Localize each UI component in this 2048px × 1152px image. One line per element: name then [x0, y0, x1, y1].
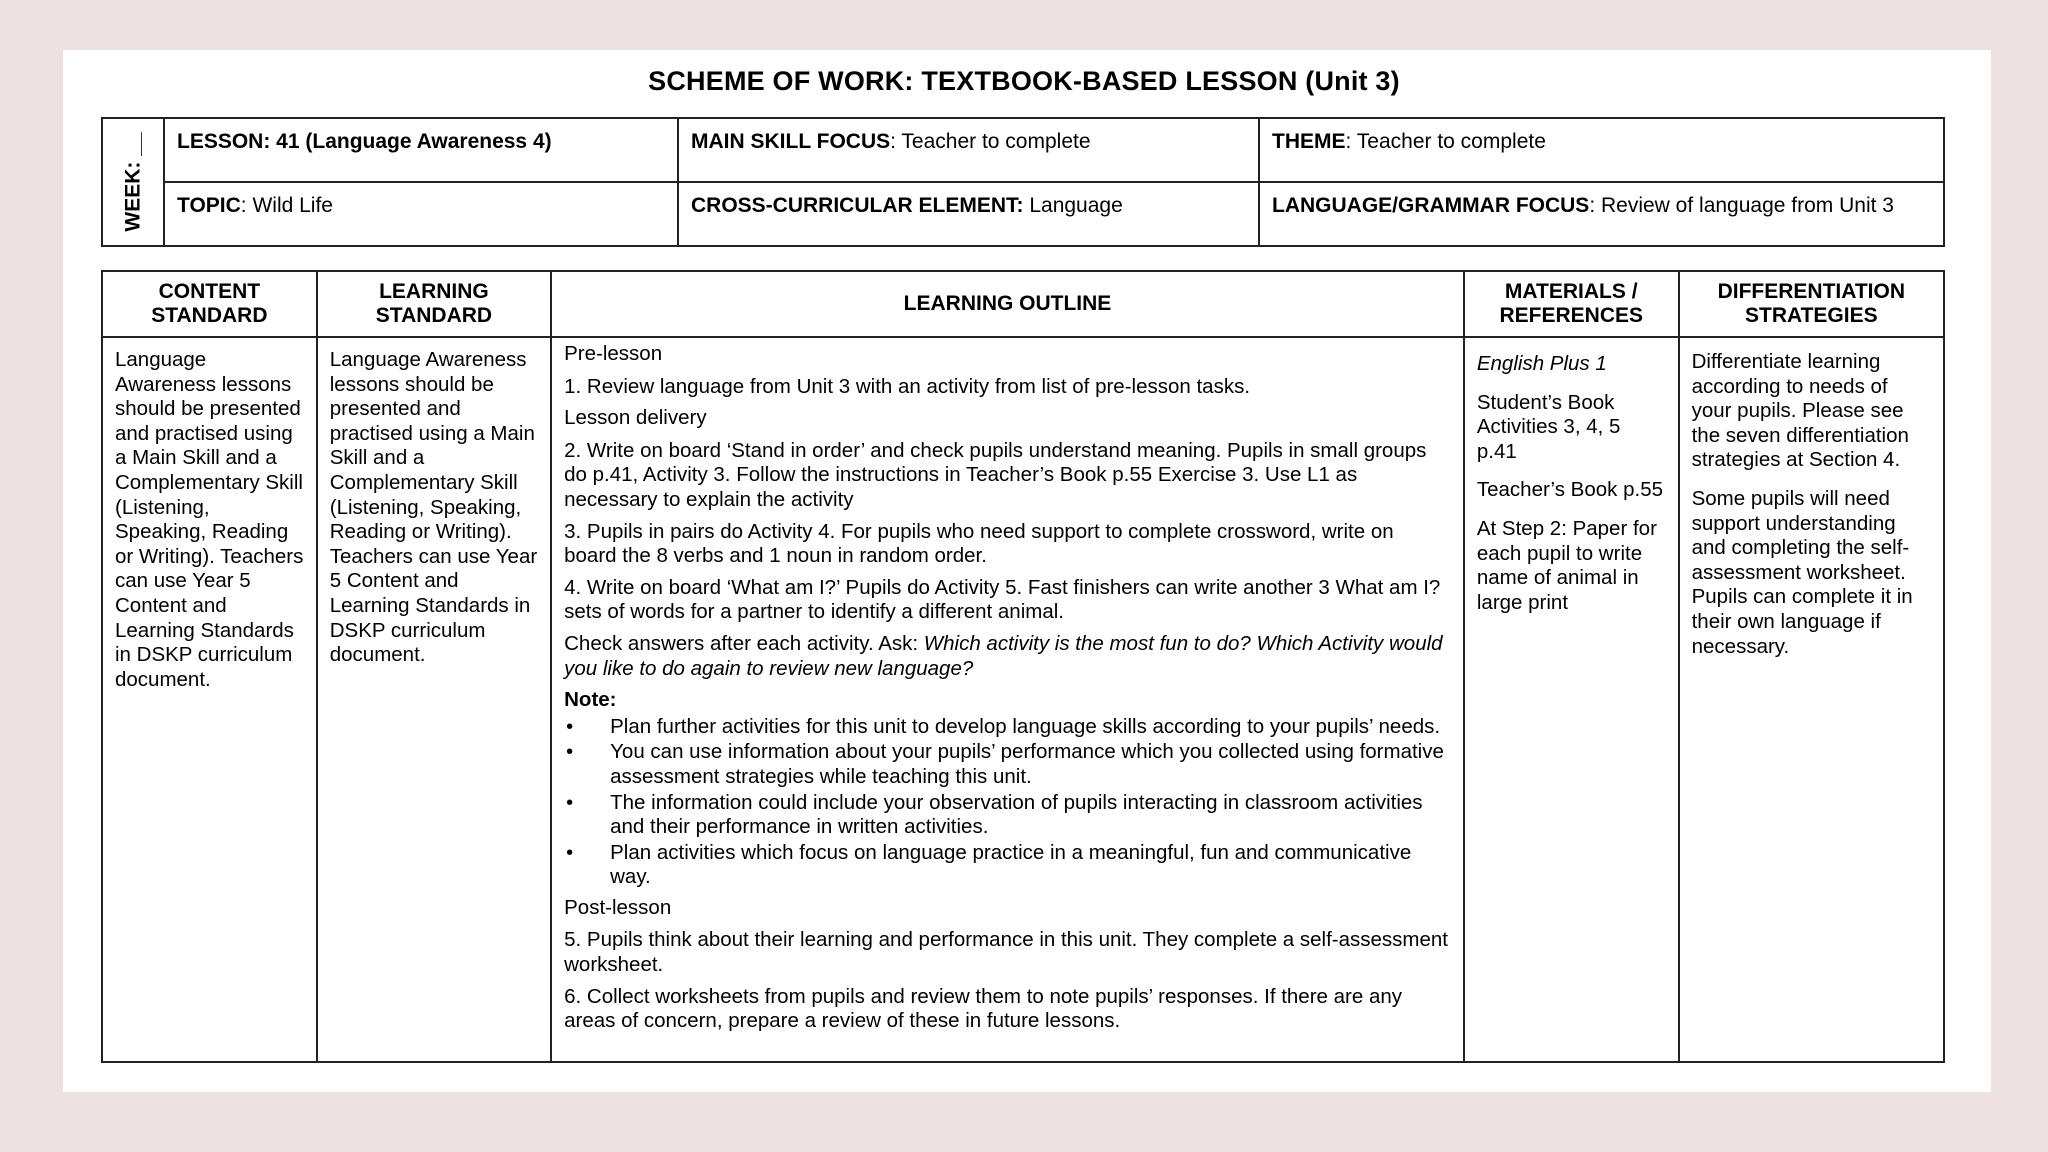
grammar-focus-value: : Review of language from Unit 3 — [1589, 194, 1894, 217]
topic-cell — [164, 182, 678, 246]
note-bullet: • Plan activities which focus on language practice in a meaningful, fun and communicative way. — [564, 841, 1451, 890]
grammar-focus-cell — [1259, 182, 1944, 246]
materials-students-book: Student’s Book Activities 3, 4, 5 p.41 — [1476, 390, 1621, 463]
lesson-label: LESSON: 41 (Language Awareness 4) — [177, 130, 552, 153]
document-title: SCHEME OF WORK: TEXTBOOK-BASED LESSON (Unit 3) — [648, 66, 1400, 96]
lesson-cell — [164, 118, 678, 182]
week-cell — [102, 118, 164, 246]
differentiation-cell — [1679, 337, 1944, 1062]
lesson-header-table — [101, 117, 1945, 247]
outline-step-2: 2. Write on board ‘Stand in order’ and check pupils understand meaning. Pupils in small groups do p.41, Activity 3. Follow the instructions in Teacher’s Book p.55 Exercise 3. Use L1 as necessary to explain the activity — [564, 438, 1427, 511]
note-bullet: • Plan further activities for this unit to develop language skills according to your pupils’ needs. — [564, 715, 1451, 740]
main-skill-label: MAIN SKILL FOCUS — [691, 130, 891, 153]
materials-step2-note: At Step 2: Paper for each pupil to write name of animal in large print — [1476, 516, 1657, 614]
note-label: Note: — [564, 688, 617, 712]
note-bullet: • You can use information about your pupils’ performance which you collected using formative assessment strategies while teaching this unit. — [564, 740, 1451, 789]
note-bullet-list — [564, 715, 1451, 890]
grammar-focus-label: LANGUAGE/GRAMMAR FOCUS — [1272, 194, 1590, 217]
column-header-learning-outline: LEARNING OUTLINE — [551, 271, 1464, 337]
lesson-plan-table — [101, 270, 1945, 1063]
main-skill-cell — [678, 118, 1259, 182]
content-standard-text: Language Awareness lessons should be presented and practised using a Main Skill and a Complementary Skill (Listening, Speaking, Reading or Writing). Teachers can use Year 5 Content and Learning Standards in DSKP curriculum document. — [102, 337, 317, 1062]
topic-value: : Wild Life — [240, 194, 333, 217]
check-answers-question: Which activity is the most fun to do? Which Activity would you like to do again to review new language? — [564, 631, 1443, 680]
theme-label: THEME — [1272, 130, 1346, 153]
outline-step-1: 1. Review language from Unit 3 with an activity from list of pre-lesson tasks. — [564, 374, 1251, 398]
check-answers-prefix: Check answers after each activity. Ask: — [564, 631, 924, 655]
theme-cell — [1259, 118, 1944, 182]
learning-outline-cell — [551, 337, 1464, 1062]
cross-curricular-label: CROSS-CURRICULAR ELEMENT: — [691, 194, 1024, 217]
main-skill-value: : Teacher to complete — [890, 130, 1091, 153]
learning-standard-text: Language Awareness lessons should be presented and practised using a Main Skill and a Complementary Skill (Listening, Speaking, Reading or Writing). Teachers can use Year 5 Content and Learning Standards in DSKP curriculum document. — [317, 337, 551, 1062]
check-answers-text — [564, 632, 1451, 681]
week-label: WEEK: __ — [121, 132, 145, 232]
post-lesson-heading: Post-lesson — [564, 895, 672, 919]
cross-curricular-cell — [678, 182, 1259, 246]
differentiation-paragraph-2: Some pupils will need support understanding and completing the self-assessment worksheet. Pupils can complete it in their own language if necessary. — [1691, 486, 1913, 658]
cross-curricular-value: Language — [1023, 194, 1123, 217]
column-header-learning-standard: LEARNING STANDARD — [317, 271, 551, 337]
materials-teachers-book: Teacher’s Book p.55 — [1476, 478, 1664, 502]
outline-step-5: 5. Pupils think about their learning and performance in this unit. They complete a self-assessment worksheet. — [564, 928, 1448, 977]
lesson-delivery-heading: Lesson delivery — [564, 406, 707, 430]
outline-step-4: 4. Write on board ‘What am I?’ Pupils do Activity 5. Fast finishers can write another 3 What am I? sets of words for a partner to identify a different animal. — [564, 575, 1441, 624]
outline-step-6: 6. Collect worksheets from pupils and review them to note pupils’ responses. If there are any areas of concern, prepare a review of these in future lessons. — [564, 984, 1403, 1033]
materials-cell — [1464, 337, 1679, 1062]
column-header-materials: MATERIALS / REFERENCES — [1464, 271, 1679, 337]
column-header-differentiation: DIFFERENTIATION STRATEGIES — [1679, 271, 1944, 337]
outline-step-3: 3. Pupils in pairs do Activity 4. For pupils who need support to complete crossword, write on board the 8 verbs and 1 noun in random order. — [564, 519, 1394, 568]
materials-book-title: English Plus 1 — [1476, 352, 1607, 375]
note-bullet: • The information could include your observation of pupils interacting in classroom activities and their performance in written activities. — [564, 791, 1451, 840]
column-header-content-standard: CONTENT STANDARD — [102, 271, 317, 337]
differentiation-paragraph-1: Differentiate learning according to needs of your pupils. Please see the seven differentiation strategies at Section 4. — [1691, 350, 1909, 472]
topic-label: TOPIC — [177, 194, 241, 217]
pre-lesson-heading: Pre-lesson — [564, 342, 663, 365]
theme-value: : Teacher to complete — [1345, 130, 1546, 153]
